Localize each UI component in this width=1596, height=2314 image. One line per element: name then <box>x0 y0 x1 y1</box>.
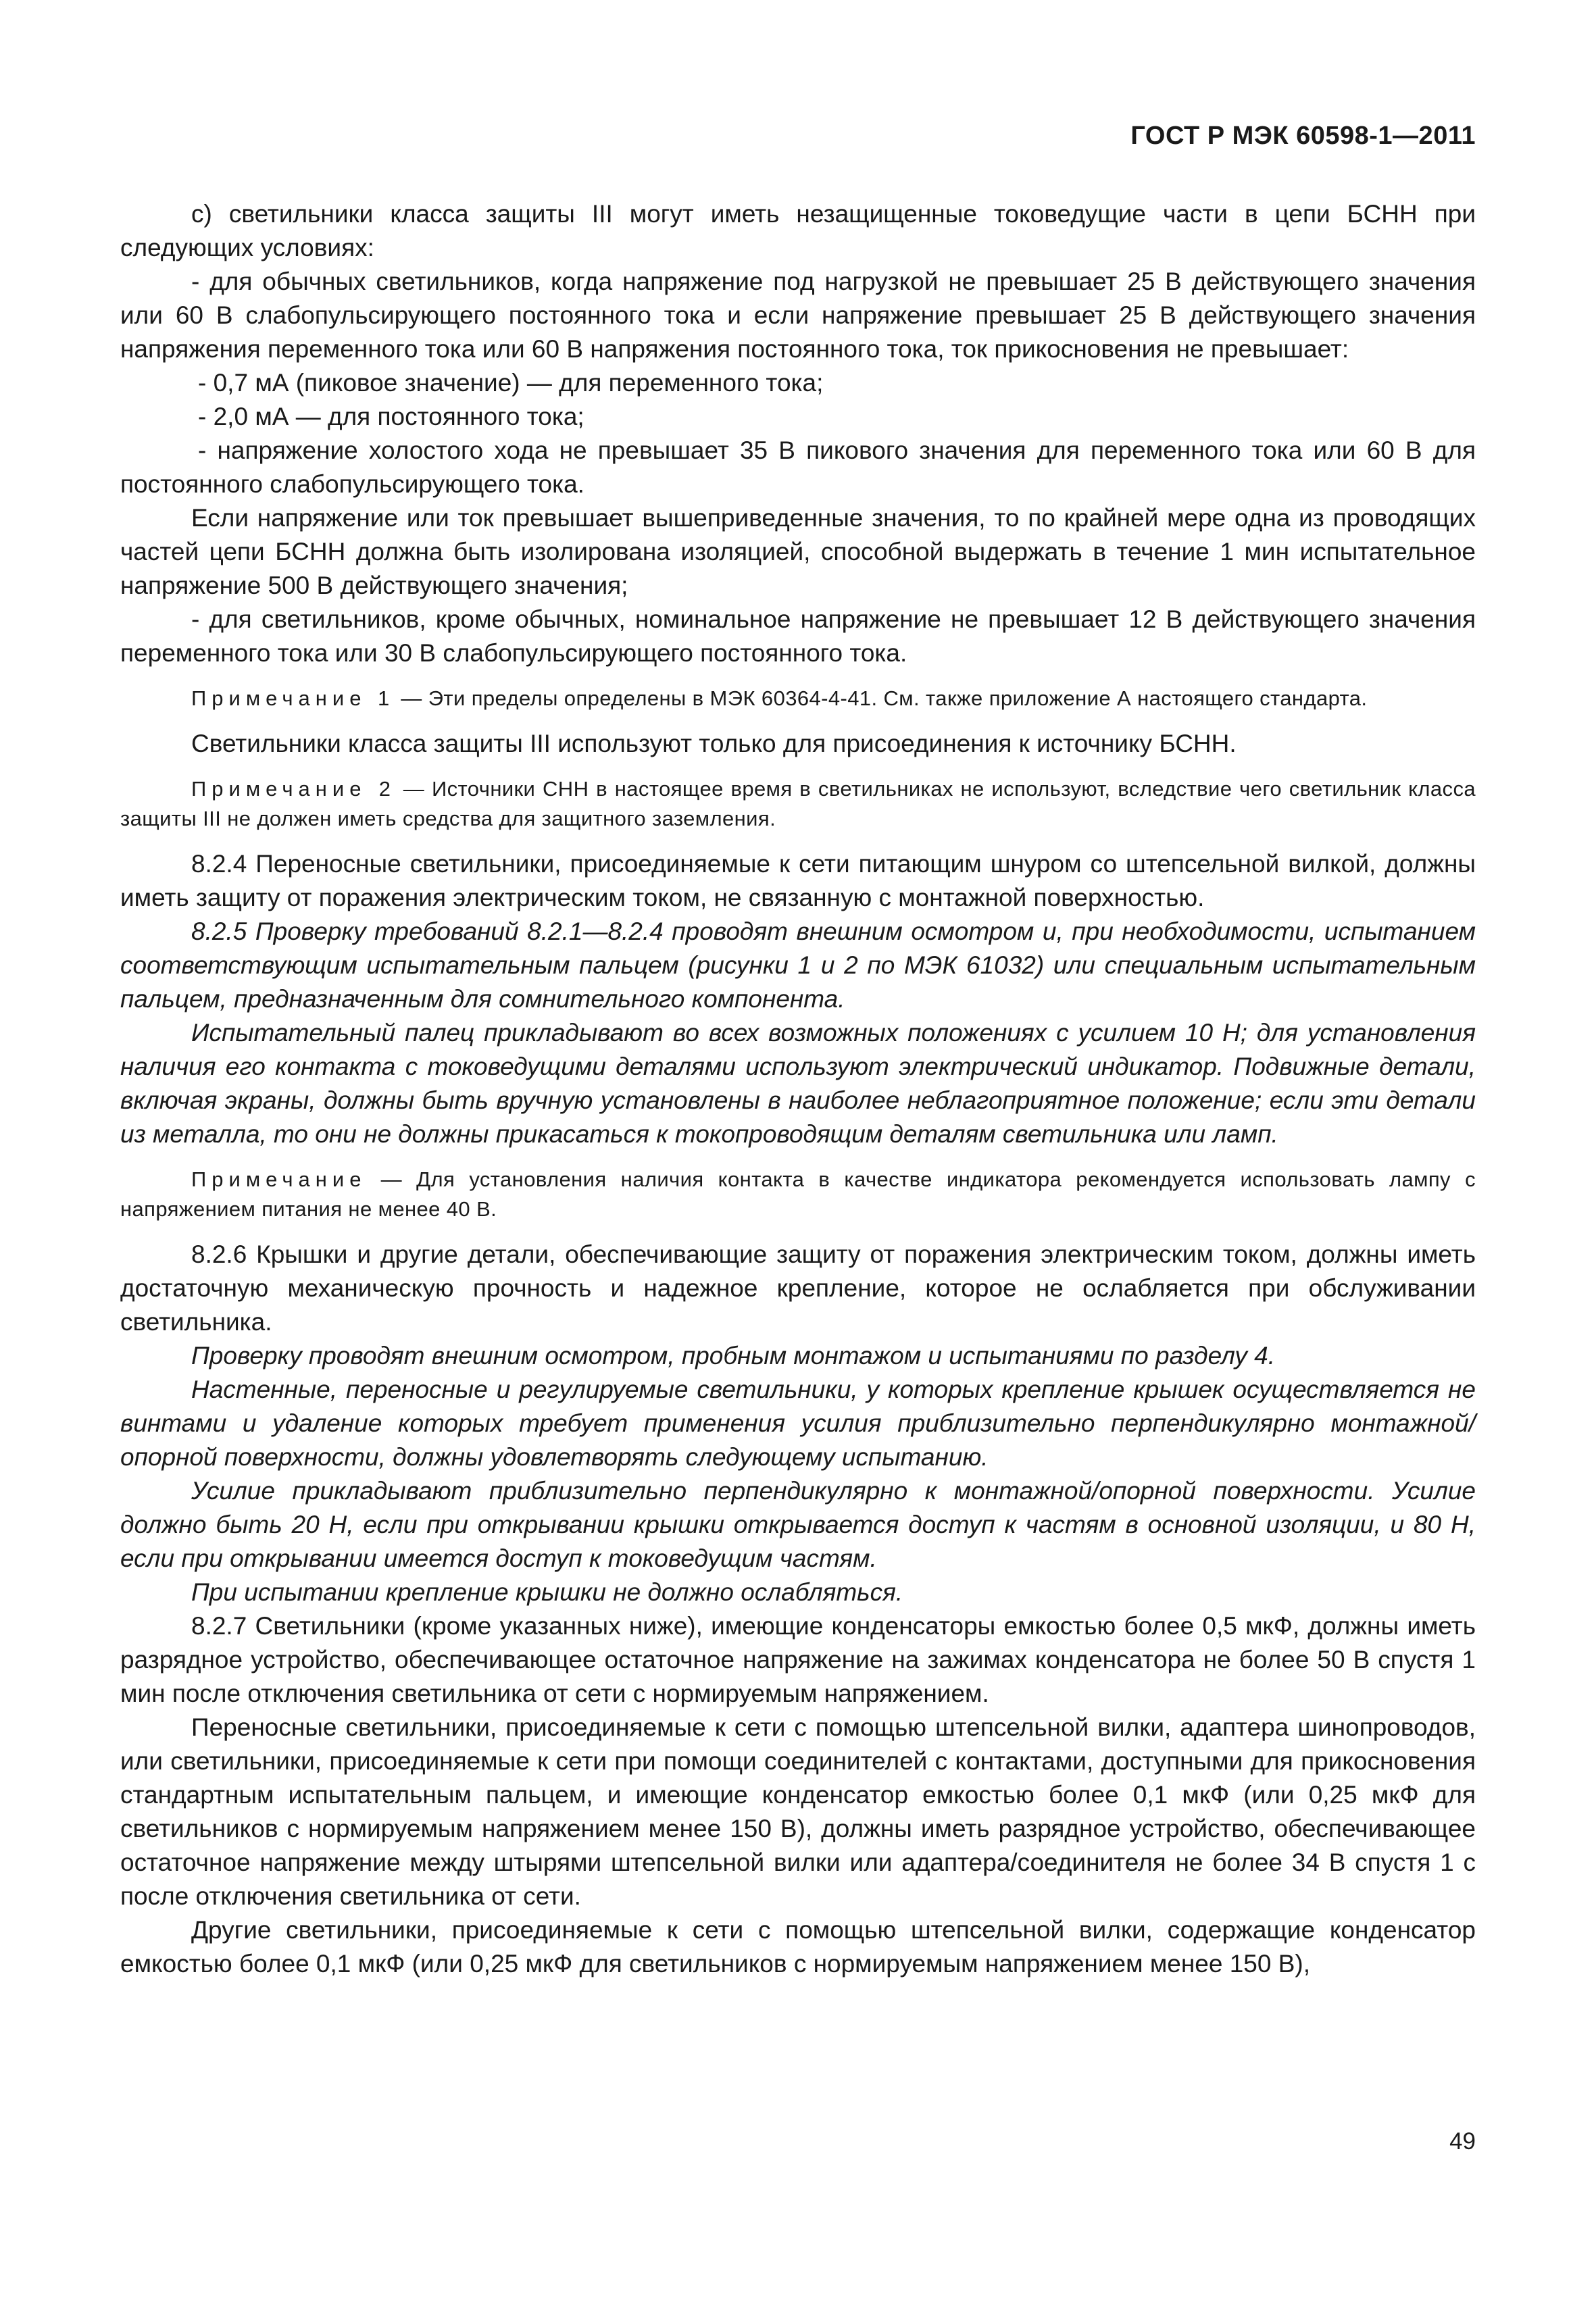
note-label: Примечание 1 <box>191 686 395 710</box>
document-code: ГОСТ Р МЭК 60598-1—2011 <box>1130 122 1476 150</box>
note-1 <box>120 684 1476 713</box>
page-body <box>120 197 1476 1981</box>
list-item: - напряжение холостого хода не превышает 35 В пикового значения для переменного тока или 60 В для постоянного слабопульсирующего тока. <box>120 436 1476 498</box>
paragraph: Переносные светильники, присоединяемые к сети с помощью штепсельной вилки, адаптера шинопроводов, или светильники, присоединяемые к сети при помощи соединителей с контактами, доступными для прикосновения стандартным испытательным пальцем, и имеющие конденсатор емкостью более 0,1 мкФ (или 0,25 мкФ для светильников с нормируемым напряжением менее 150 В), должны иметь разрядное устройство, обеспечивающее остаточное напряжение между штырями штепсельной вилки или адаптера/соединителя не более 34 В спустя 1 с после отключения светильника от сети. <box>120 1713 1476 1910</box>
paragraph: - для обычных светильников, когда напряжение под нагрузкой не превышает 25 В действующего значения или 60 В слабопульсирующего постоянного тока и если напряжение превышает 25 В действующего значения напряжения переменного тока или 60 В напряжения постоянного тока, ток прикосновения не превышает: <box>120 268 1476 363</box>
section-8-2-6: 8.2.6 Крышки и другие детали, обеспечивающие защиту от поражения электрическим током, должны иметь достаточную механическую прочность и надежное крепление, которое не ослабляется при обслуживании светильника. <box>120 1240 1476 1336</box>
section-8-2-4: 8.2.4 Переносные светильники, присоединяемые к сети питающим шнуром со штепсельной вилкой, должны иметь защиту от поражения электрическим током, не связанную с монтажной поверхностью. <box>120 850 1476 911</box>
paragraph: - для светильников, кроме обычных, номинальное напряжение не превышает 12 В действующего значения переменного тока или 30 В слабопульсирующего постоянного тока. <box>120 605 1476 667</box>
section-8-2-7: 8.2.7 Светильники (кроме указанных ниже), имеющие конденсаторы емкостью более 0,5 мкФ, должны иметь разрядное устройство, обеспечивающее остаточное напряжение на зажимах конденсатора не более 50 В спустя 1 мин после отключения светильника от сети с нормируемым напряжением. <box>120 1612 1476 1707</box>
paragraph: Проверку проводят внешним осмотром, пробным монтажом и испытаниями по разделу 4. <box>191 1342 1276 1369</box>
note-2 <box>120 774 1476 834</box>
paragraph: Светильники класса защиты III используют только для присоединения к источнику БСНН. <box>191 730 1237 757</box>
paragraph: Настенные, переносные и регулируемые светильники, у которых крепление крышек осуществляется не винтами и удаление которых требует применения усилия приблизительно перпендикулярно монтажной/опорной поверхности, должны удовлетворять следующему испытанию. <box>120 1376 1476 1471</box>
note-3 <box>120 1165 1476 1224</box>
paragraph: с) светильники класса защиты III могут иметь незащищенные токоведущие части в цепи БСНН при следующих условиях: <box>120 200 1476 261</box>
note-label: Примечание 2 <box>191 777 397 801</box>
note-text: — Для установления наличия контакта в качестве индикатора рекомендуется использовать лампу с напряжением питания не менее 40 В. <box>120 1167 1476 1221</box>
paragraph: Другие светильники, присоединяемые к сети с помощью штепсельной вилки, содержащие конденсатор емкостью более 0,1 мкФ (или 0,25 мкФ для светильников с нормируемым напряжением менее 150 В), <box>120 1916 1476 1978</box>
page-number: 49 <box>1449 2128 1476 2155</box>
paragraph: Если напряжение или ток превышает вышеприведенные значения, то по крайней мере одна из проводящих частей цепи БСНН должна быть изолирована изоляцией, способной выдержать в течение 1 мин испытательное напряжение 500 В действующего значения; <box>120 504 1476 599</box>
note-label: Примечание <box>191 1167 367 1191</box>
note-text: — Источники СНН в настоящее время в светильниках не используют, вследствие чего светильник класса защиты III не должен иметь средства для защитного заземления. <box>120 777 1476 830</box>
list-item: - 0,7 мА (пиковое значение) — для переменного тока; <box>198 369 824 397</box>
paragraph: При испытании крепление крышки не должно ослабляться. <box>191 1578 903 1606</box>
section-8-2-5: 8.2.5 Проверку требований 8.2.1—8.2.4 проводят внешним осмотром и, при необходимости, испытанием соответствующим испытательным пальцем (рисунки 1 и 2 по МЭК 61032) или специальным испытательным пальцем, предназначенным для сомнительного компонента. <box>120 917 1476 1013</box>
note-text: — Эти пределы определены в МЭК 60364-4-41. См. также приложение А настоящего стандарта. <box>395 686 1368 710</box>
paragraph: Испытательный палец прикладывают во всех возможных положениях с усилием 10 Н; для установления наличия его контакта с токоведущими деталями используют электрический индикатор. Подвижные детали, включая экраны, должны быть вручную установлены в наиболее неблагоприятное положение; если эти детали из металла, то они не должны прикасаться к токопроводящим деталям светильника или ламп. <box>120 1019 1476 1148</box>
list-item: - 2,0 мА — для постоянного тока; <box>198 403 584 430</box>
paragraph: Усилие прикладывают приблизительно перпендикулярно к монтажной/опорной поверхности. Усилие должно быть 20 Н, если при открывании крышки открывается доступ к частям в основной изоляции, и 80 Н, если при открывании имеется доступ к токоведущим частям. <box>120 1477 1476 1572</box>
